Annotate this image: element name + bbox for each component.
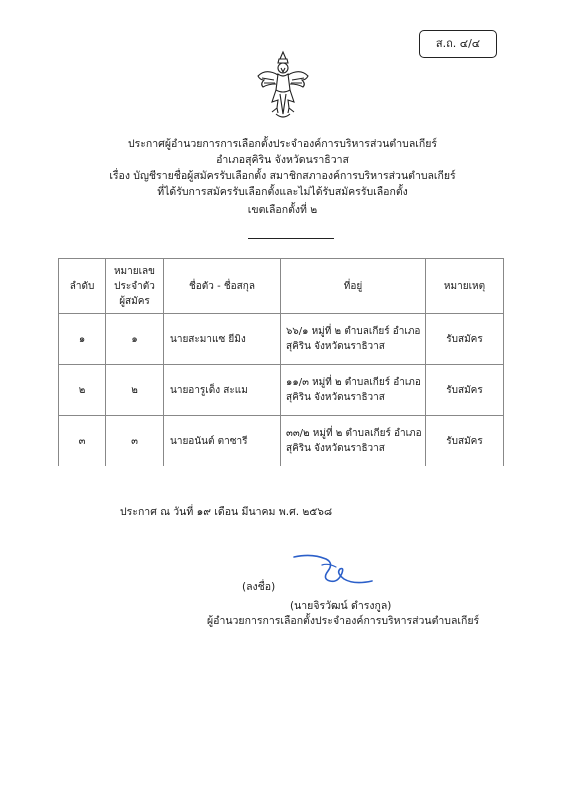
row-address-line2: สุคิริน จังหวัดนราธิวาส: [286, 392, 385, 403]
col-number-header-line2: ประจำตัว: [114, 280, 155, 292]
row-address-line2: สุคิริน จังหวัดนราธิวาส: [286, 443, 385, 454]
table-row: [59, 416, 504, 467]
row-address-line1: ๑๑/๓ หมู่ที่ ๒ ตำบลเกียร์ อำเภอ: [286, 377, 421, 388]
handwritten-signature: [292, 551, 374, 589]
row-order: ๑: [59, 314, 106, 365]
signature-label: (ลงชื่อ): [242, 581, 276, 593]
constituency: เขตเลือกตั้งที่ ๒: [247, 204, 318, 216]
row-name: นายอารูเด็ง สะแม: [164, 365, 281, 416]
row-name: นายอนันต์ ตาซารี: [164, 416, 281, 467]
row-address-line1: ๓๓/๒ หมู่ที่ ๒ ตำบลเกียร์ อำเภอ: [286, 428, 422, 439]
row-order: ๒: [59, 365, 106, 416]
district-province: อำเภอสุคิริน จังหวัดนราธิวาส: [216, 154, 349, 166]
col-name-header: ชื่อตัว - ชื่อสกุล: [164, 259, 281, 314]
row-address-line2: สุคิริน จังหวัดนราธิวาส: [286, 341, 385, 352]
row-remark: รับสมัคร: [426, 416, 504, 467]
row-number: ๑: [106, 314, 164, 365]
col-order-header: ลำดับ: [59, 259, 106, 314]
signer-title: ผู้อำนวยการการเลือกตั้งประจำองค์การบริหารส่วนตำบลเกียร์: [207, 615, 480, 627]
row-order: ๓: [59, 416, 106, 467]
row-number: ๒: [106, 365, 164, 416]
announcement-date: ประกาศ ณ วันที่ ๑๙ เดือน มีนาคม พ.ศ. ๒๕๖๘: [120, 506, 333, 518]
row-number: ๓: [106, 416, 164, 467]
garuda-emblem-icon: [254, 50, 312, 122]
announcement-title: ประกาศผู้อำนวยการการเลือกตั้งประจำองค์การบริหารส่วนตำบลเกียร์: [127, 138, 437, 150]
row-remark: รับสมัคร: [426, 365, 504, 416]
row-address-line1: ๖๖/๑ หมู่ที่ ๒ ตำบลเกียร์ อำเภอ: [286, 326, 421, 337]
row-address: [281, 314, 426, 365]
col-remark-header: หมายเหตุ: [426, 259, 504, 314]
col-number-header-line3: ผู้สมัคร: [119, 295, 150, 307]
signer-name: (นายจิรวัฒน์ ดำรงกูล): [290, 600, 392, 612]
col-number-header-line1: หมายเลข: [113, 265, 156, 277]
col-address-header: ที่อยู่: [281, 259, 426, 314]
row-remark: รับสมัคร: [426, 314, 504, 365]
heading-underline: [248, 238, 334, 239]
subject-line-2: ที่ได้รับการสมัครรับเลือกตั้งและไม่ได้รับสมัครรับเลือกตั้ง: [157, 186, 408, 198]
row-address: [281, 365, 426, 416]
table-row: [59, 314, 504, 365]
table-row: [59, 365, 504, 416]
form-code-box: ส.ถ. ๔/๔: [419, 30, 497, 58]
col-number-header: [106, 259, 164, 314]
row-name: นายสะมาแซ ยีมิง: [164, 314, 281, 365]
table-header-row: [59, 259, 504, 314]
candidate-table: [58, 258, 504, 466]
row-address: [281, 416, 426, 467]
subject-line: เรื่อง บัญชีรายชื่อผู้สมัครรับเลือกตั้ง สมาชิกสภาองค์การบริหารส่วนตำบลเกียร์: [109, 170, 456, 182]
